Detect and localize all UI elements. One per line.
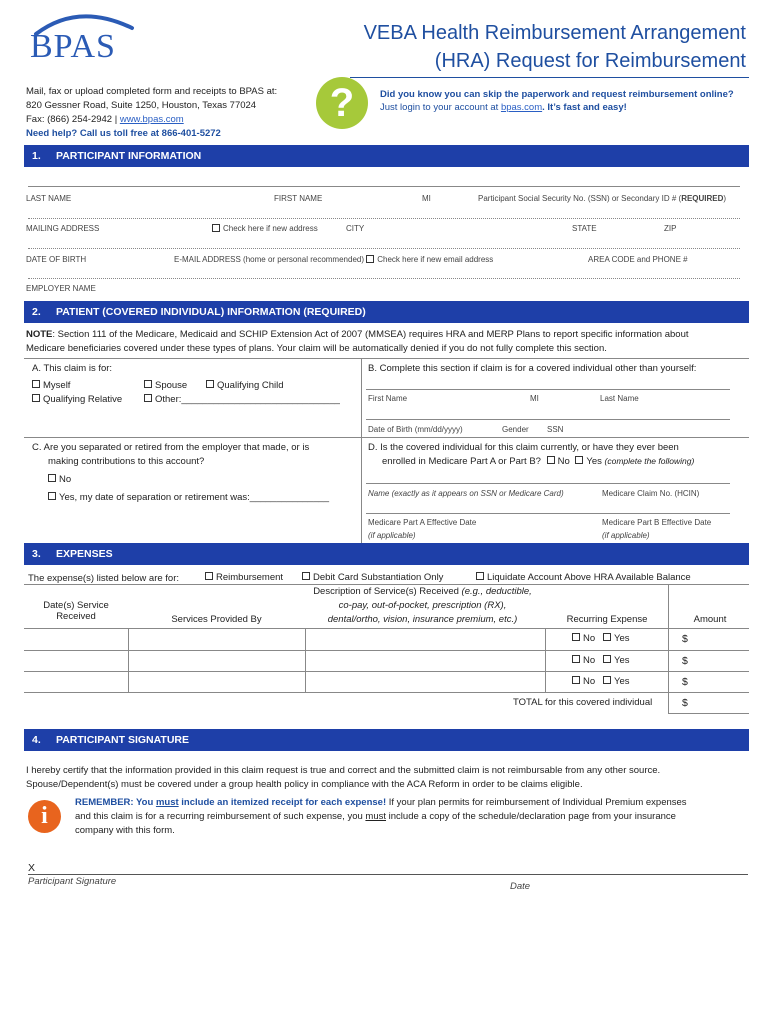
date-label: Date: [510, 881, 531, 892]
part-b-applicable: (if applicable): [602, 531, 650, 540]
new-email-checkbox[interactable]: [366, 255, 374, 263]
mmsea-note-line2: Medicare beneficiaries covered under these types of plans. Your claim will be automatically denied if you do not fully complete this section.: [26, 343, 607, 354]
row3-dollar: $: [682, 676, 688, 688]
zip-label: ZIP: [664, 224, 677, 233]
row2-recurring-no[interactable]: No: [572, 655, 595, 666]
row1-recurring-yes[interactable]: Yes: [603, 633, 630, 644]
state-label: STATE: [572, 224, 597, 233]
signature-line[interactable]: [28, 874, 748, 875]
logo-text: BPAS: [30, 28, 116, 65]
form-title-line1: VEBA Health Reimbursement Arrangement: [363, 22, 746, 44]
liquidate-checkbox[interactable]: Liquidate Account Above HRA Available Balance: [476, 572, 691, 583]
info-icon: i: [28, 800, 61, 833]
section4-bar: 4. PARTICIPANT SIGNATURE: [24, 729, 749, 751]
part-b-label: Medicare Part B Effective Date: [602, 518, 712, 527]
section4-title: PARTICIPANT SIGNATURE: [56, 734, 189, 746]
col-dates-header: Date(s) Service Received: [43, 600, 109, 622]
participant-signature-label: Participant Signature: [28, 876, 117, 887]
row2-dollar: $: [682, 655, 688, 667]
phone-label: AREA CODE and PHONE #: [588, 255, 688, 264]
section-a-title: A. This claim is for:: [32, 363, 113, 374]
patient-dob-label: Date of Birth (mm/dd/yyyy): [368, 425, 463, 434]
other-checkbox[interactable]: Other:______________________________: [144, 394, 340, 405]
separated-no-checkbox[interactable]: No: [48, 474, 71, 485]
col-recurring-header: Recurring Expense: [566, 614, 648, 625]
section-c-line1: C. Are you separated or retired from the employer that made, or is: [32, 442, 310, 453]
hcin-label: Medicare Claim No. (HCIN): [602, 489, 700, 498]
expense-type-prompt: The expense(s) listed below are for:: [28, 573, 180, 584]
spouse-checkbox[interactable]: Spouse: [144, 380, 187, 391]
medicare-no-checkbox[interactable]: No: [544, 456, 570, 467]
patient-first-name-label: First Name: [368, 394, 408, 403]
total-label: TOTAL for this covered individual: [513, 697, 653, 708]
part-a-label: Medicare Part A Effective Date: [368, 518, 477, 527]
row1-recurring-no[interactable]: No: [572, 633, 595, 644]
remember-line3: company with this form.: [75, 825, 175, 836]
section-d-line1: D. Is the covered individual for this claim currently, or have they ever been: [368, 442, 679, 453]
col-services-header: Services Provided By: [171, 614, 262, 625]
section-c-line2: making contributions to this account?: [48, 456, 205, 467]
last-name-label: LAST NAME: [26, 194, 72, 203]
mail-address: 820 Gessner Road, Suite 1250, Houston, Texas 77024: [26, 100, 257, 111]
mi-label: MI: [422, 194, 431, 203]
ssn-label: Participant Social Security No. (SSN) or Secondary ID # (REQUIRED): [478, 194, 727, 203]
mail-instructions: Mail, fax or upload completed form and receipts to BPAS at:: [26, 86, 278, 97]
row2-recurring-yes[interactable]: Yes: [603, 655, 630, 666]
col-amount-header: Amount: [693, 614, 727, 625]
medicare-yes-checkbox[interactable]: Yes: [572, 456, 602, 467]
name-as-on-card-label: Name (exactly as it appears on SSN or Medicare Card): [368, 489, 564, 498]
promo-line1: Did you know you can skip the paperwork and request reimbursement online?: [380, 89, 734, 100]
section2-bar: 2. PATIENT (COVERED INDIVIDUAL) INFORMATION (REQUIRED): [24, 301, 749, 323]
section1-bar: 1. PARTICIPANT INFORMATION: [24, 145, 749, 167]
mailing-address-label: MAILING ADDRESS: [26, 224, 100, 233]
help-line: Need help? Call us toll free at 866-401-5272: [26, 128, 221, 139]
website-link[interactable]: www.bpas.com: [119, 114, 184, 125]
signature-x: X: [28, 862, 36, 874]
row1-dollar: $: [682, 633, 688, 645]
mmsea-note: NOTE: Section 111 of the Medicare, Medicaid and SCHIP Extension Act of 2007 (MMSEA) requires HRA and MERP Plans to report specific information about: [26, 329, 689, 340]
section3-title: EXPENSES: [56, 548, 113, 560]
myself-checkbox[interactable]: Myself: [32, 380, 70, 391]
separated-yes-checkbox[interactable]: Yes, my date of separation or retirement was:_______________: [48, 492, 329, 503]
row3-recurring-yes[interactable]: Yes: [603, 676, 630, 687]
section-d-line2: enrolled in Medicare Part A or Part B? No Yes (complete the following): [382, 456, 695, 467]
patient-mi-label: MI: [530, 394, 539, 403]
email-label: E-MAIL ADDRESS (home or personal recommended) Check here if new email address: [174, 255, 494, 264]
remember-line2: and this claim is for a recurring reimbursement of such expense, you must include a copy of the schedule/declaration page from your insurance: [75, 811, 676, 822]
fax-line: [26, 114, 184, 125]
section1-title: PARTICIPANT INFORMATION: [56, 150, 202, 162]
qualifying-relative-checkbox[interactable]: Qualifying Relative: [32, 394, 122, 405]
city-label: CITY: [346, 224, 365, 233]
form-title-line2: (HRA) Request for Reimbursement: [434, 50, 746, 72]
patient-last-name-label: Last Name: [600, 394, 639, 403]
qualifying-child-checkbox[interactable]: Qualifying Child: [206, 380, 284, 391]
certify-line1: I hereby certify that the information provided in this claim request is true and correct and the submitted claim is not reimbursable from any other source.: [26, 765, 661, 776]
employer-label: EMPLOYER NAME: [26, 284, 96, 293]
remember-line1: REMEMBER: You must include an itemized receipt for each expense! If your plan permits for reimbursement of Individual Premium expenses: [75, 797, 687, 808]
section-b-title: B. Complete this section if claim is for a covered individual other than yourself:: [368, 363, 697, 374]
section2-title: PATIENT (COVERED INDIVIDUAL) INFORMATION (REQUIRED): [56, 306, 366, 318]
section3-bar: 3. EXPENSES: [24, 543, 749, 565]
bpas-online-link[interactable]: bpas.com: [500, 102, 543, 113]
dob-label: DATE OF BIRTH: [26, 255, 87, 264]
question-icon: ?: [316, 77, 368, 129]
col-description-header: Description of Service(s) Received (e.g., deductible, co-pay, out-of-pocket, prescription (RX), dental/ortho, vision, insurance premium, etc.): [313, 586, 532, 625]
new-address-checkbox[interactable]: Check here if new address: [212, 224, 318, 233]
part-a-applicable: (if applicable): [368, 531, 416, 540]
promo-line2: Just login to your account at bpas.com. It’s fast and easy!: [380, 102, 627, 113]
reimbursement-checkbox[interactable]: Reimbursement: [205, 572, 283, 583]
fax-number: Fax: (866) 254-2942 |: [26, 114, 120, 125]
total-dollar: $: [682, 697, 688, 709]
patient-ssn-label: SSN: [547, 425, 564, 434]
first-name-label: FIRST NAME: [274, 194, 323, 203]
certify-line2: Spouse/Dependent(s) must be covered under a group health policy in compliance with the ACA Reform in order to be claims eligible.: [26, 779, 583, 790]
bpas-logo: [28, 8, 138, 70]
debit-card-checkbox[interactable]: Debit Card Substantiation Only: [302, 572, 443, 583]
patient-gender-label: Gender: [502, 425, 529, 434]
row3-recurring-no[interactable]: No: [572, 676, 595, 687]
